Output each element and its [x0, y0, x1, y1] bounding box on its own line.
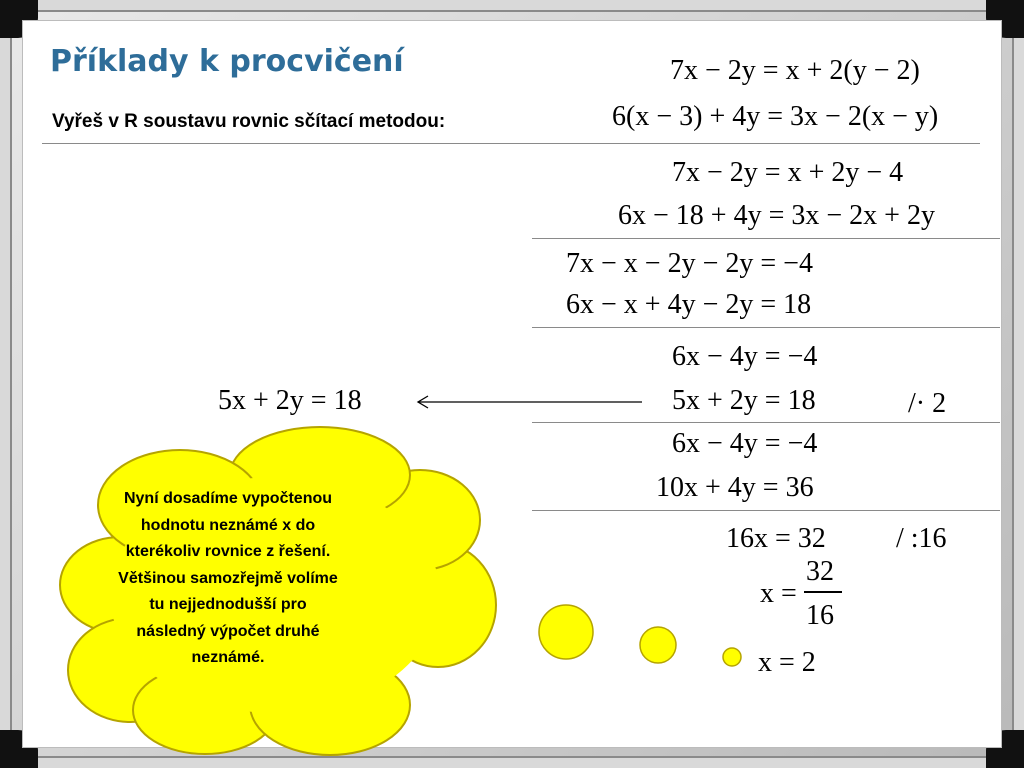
step2-equation-b: 6x − x + 4y − 2y = 18: [566, 289, 812, 320]
step3-equation-b: 5x + 2y = 18: [672, 385, 816, 416]
step6-lhs: x =: [760, 578, 797, 609]
left-arrow: [410, 391, 645, 413]
title-divider: [42, 143, 980, 144]
slide-subtitle: Vyřeš v R soustavu rovnic sčítací metodou:: [52, 111, 446, 132]
thought-bubble-large: [537, 603, 595, 661]
step5-operation: / :16: [896, 523, 947, 554]
side-equation: 5x + 2y = 18: [218, 385, 362, 416]
final-result: x = 2: [758, 647, 816, 678]
step-divider: [532, 327, 1000, 328]
step2-equation-a: 7x − x − 2y − 2y = −4: [566, 248, 813, 279]
step4-equation-b: 10x + 4y = 36: [656, 472, 814, 503]
thought-bubble-small: [721, 646, 743, 668]
fraction-numerator: 32: [806, 556, 834, 587]
fraction-denominator: 16: [806, 600, 834, 631]
step-divider: [532, 238, 1000, 239]
step3-operation: /· 2: [908, 388, 947, 419]
system-equation-1: 7x − 2y = x + 2(y − 2): [670, 55, 920, 86]
thought-bubble-medium: [638, 625, 678, 665]
step4-equation-a: 6x − 4y = −4: [672, 428, 818, 459]
step5-equation: 16x = 32: [726, 523, 826, 554]
step1-equation-b: 6x − 18 + 4y = 3x − 2x + 2y: [618, 200, 935, 231]
system-equation-2: 6(x − 3) + 4y = 3x − 2(x − y): [612, 101, 939, 132]
step-divider: [532, 510, 1000, 511]
callout-text: Nyní dosadíme vypočtenou hodnotu neznámé x do kterékoliv rovnice z řešení. Většinou samozřejmě volíme tu nejjednodušší pro následný výpočet druhé neznámé.: [118, 490, 338, 666]
step1-equation-a: 7x − 2y = x + 2y − 4: [672, 157, 904, 188]
fraction-bar: [804, 591, 842, 593]
step-divider: [532, 422, 1000, 423]
step3-equation-a: 6x − 4y = −4: [672, 341, 818, 372]
slide-title: Příklady k procvičení: [50, 44, 404, 79]
